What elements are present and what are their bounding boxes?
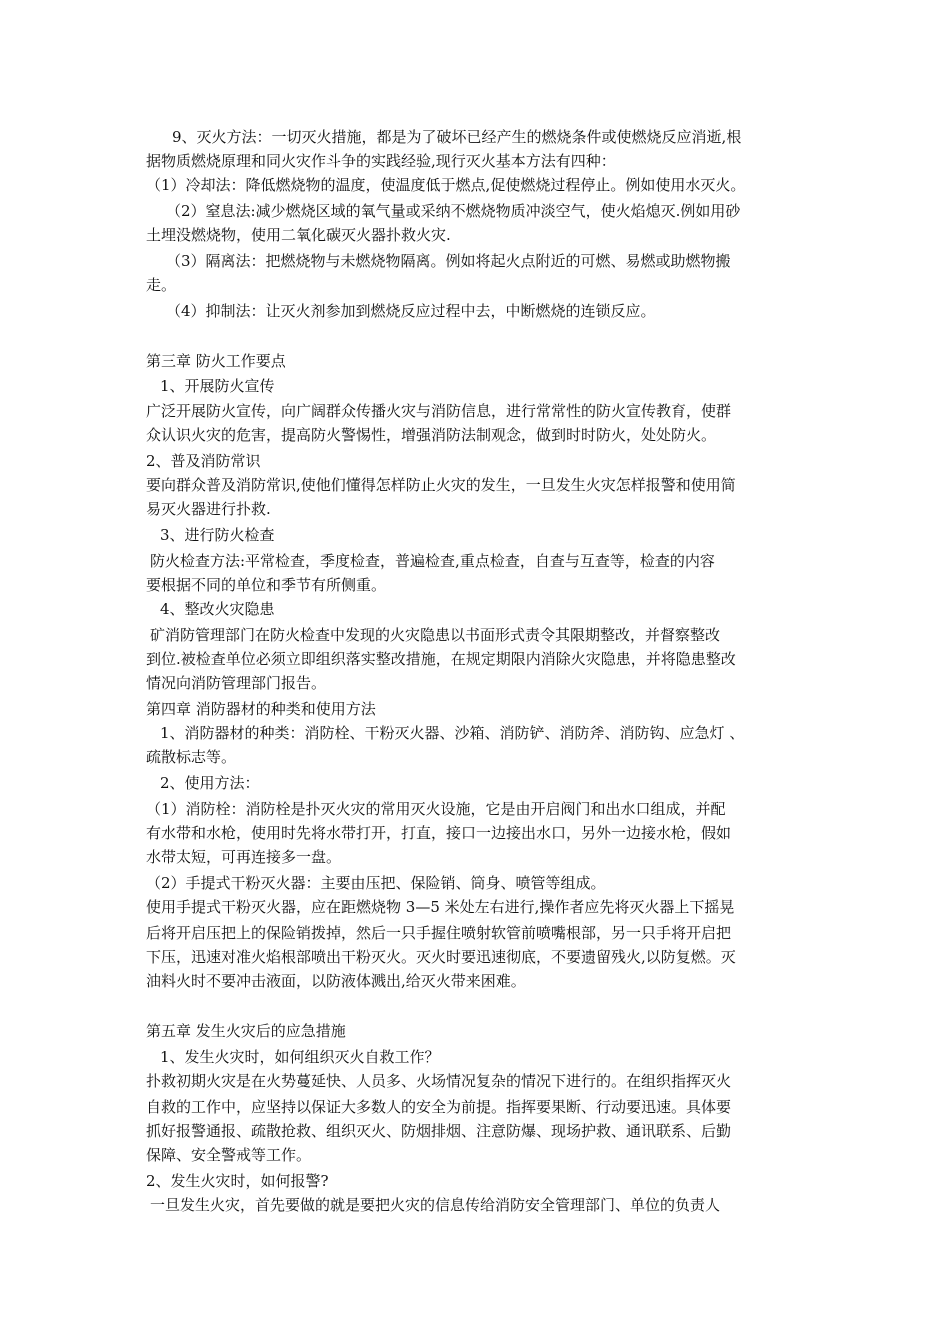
paragraph-line: 走。 bbox=[146, 276, 177, 294]
paragraph-line: 使用手提式干粉灭火器，应在距燃烧物 3—5 米处左右进行,操作者应先将灭火器上下摇晃 bbox=[146, 898, 735, 916]
paragraph-line: 疏散标志等。 bbox=[146, 748, 237, 766]
paragraph-line: 要向群众普及消防常识,使他们懂得怎样防止火灾的发生，一旦发生火灾怎样报警和使用简 bbox=[146, 476, 736, 494]
paragraph-line: 要根据不同的单位和季节有所侧重。 bbox=[146, 576, 387, 594]
paragraph-line: 保障、安全警戒等工作。 bbox=[146, 1146, 312, 1164]
list-item: （3）隔离法：把燃烧物与未燃烧物隔离。例如将起火点附近的可燃、易燃或助燃物搬 bbox=[166, 252, 731, 270]
paragraph-line: 易灭火器进行扑救. bbox=[146, 500, 271, 518]
paragraph-line: 众认识火灾的危害，提高防火警惕性，增强消防法制观念，做到时时防火，处处防火。 bbox=[146, 426, 717, 444]
section-heading: 1、开展防火宣传 bbox=[160, 377, 275, 395]
chapter-heading: 第四章 消防器材的种类和使用方法 bbox=[146, 700, 376, 718]
paragraph-line: 9、灭火方法：一切灭火措施，都是为了破坏已经产生的燃烧条件或使燃烧反应消逝,根 bbox=[172, 128, 742, 146]
section-heading: 2、普及消防常识 bbox=[146, 452, 261, 470]
section-heading: 3、进行防火检查 bbox=[160, 526, 275, 544]
section-heading: 2、发生火灾时，如何报警? bbox=[146, 1172, 329, 1190]
paragraph-line: 有水带和水枪，使用时先将水带打开，打直，接口一边接出水口，另外一边接水枪，假如 bbox=[146, 824, 732, 842]
list-item: （1）冷却法：降低燃烧物的温度，使温度低于燃点,促使燃烧过程停止。例如使用水灭火。 bbox=[146, 176, 746, 194]
paragraph-line: 土埋没燃烧物，使用二氧化碳灭火器扑救火灾. bbox=[146, 226, 451, 244]
paragraph-line: 防火检查方法:平常检查，季度检查，普遍检查,重点检查，自查与互查等，检查的内容 bbox=[150, 552, 715, 570]
paragraph-line: 油料火时不要冲击液面，以防液体溅出,给灭火带来困难。 bbox=[146, 972, 526, 990]
chapter-heading: 第三章 防火工作要点 bbox=[146, 352, 286, 370]
section-heading: 2、使用方法： bbox=[160, 774, 260, 792]
list-item: （1）消防栓：消防栓是扑灭火灾的常用灭火设施，它是由开启阀门和出水口组成，并配 bbox=[146, 800, 726, 818]
paragraph-line: 后将开启压把上的保险销拨掉，然后一只手握住喷射软管前喷嘴根部，另一只手将开启把 bbox=[146, 924, 732, 942]
paragraph-line: 扑救初期火灾是在火势蔓延快、人员多、火场情况复杂的情况下进行的。在组织指挥灭火 bbox=[146, 1072, 732, 1090]
paragraph-line: 一旦发生火灾，首先要做的就是要把火灾的信息传给消防安全管理部门、单位的负责人 bbox=[150, 1196, 721, 1214]
paragraph-line: 下压，迅速对准火焰根部喷出干粉灭火。灭火时要迅速彻底，不要遗留残火,以防复燃。灭 bbox=[146, 948, 736, 966]
section-heading: 1、发生火灾时，如何组织灭火自救工作？ bbox=[160, 1048, 440, 1066]
paragraph-line: 1、消防器材的种类：消防栓、干粉灭火器、沙箱、消防铲、消防斧、消防钩、应急灯 、 bbox=[160, 724, 745, 742]
list-item: （4）抑制法：让灭火剂参加到燃烧反应过程中去，中断燃烧的连锁反应。 bbox=[166, 302, 656, 320]
paragraph-line: 广泛开展防火宣传，向广阔群众传播火灾与消防信息，进行常常性的防火宣传教育，使群 bbox=[146, 402, 732, 420]
chapter-heading: 第五章 发生火灾后的应急措施 bbox=[146, 1022, 346, 1040]
paragraph-line: 自救的工作中，应坚持以保证大多数人的安全为前提。指挥要果断、行动要迅速。具体要 bbox=[146, 1098, 732, 1116]
section-heading: 4、整改火灾隐患 bbox=[160, 600, 275, 618]
paragraph-line: 情况向消防管理部门报告。 bbox=[146, 674, 327, 692]
paragraph-line: 矿消防管理部门在防火检查中发现的火灾隐患以书面形式责令其限期整改，并督察整改 bbox=[150, 626, 721, 644]
list-item: （2）手提式干粉灭火器：主要由压把、保险销、筒身、喷管等组成。 bbox=[146, 874, 606, 892]
paragraph-line: 据物质燃烧原理和同火灾作斗争的实践经验,现行灭火基本方法有四种： bbox=[146, 152, 616, 170]
paragraph-line: 抓好报警通报、疏散抢救、组织灭火、防烟排烟、注意防爆、现场护救、通讯联系、后勤 bbox=[146, 1122, 732, 1140]
paragraph-line: 到位.被检查单位必须立即组织落实整改措施，在规定期限内消除火灾隐患，并将隐患整改 bbox=[146, 650, 736, 668]
list-item: （2）窒息法:减少燃烧区域的氧气量或采纳不燃烧物质冲淡空气，使火焰熄灭.例如用砂 bbox=[166, 202, 741, 220]
paragraph-line: 水带太短，可再连接多一盘。 bbox=[146, 848, 342, 866]
